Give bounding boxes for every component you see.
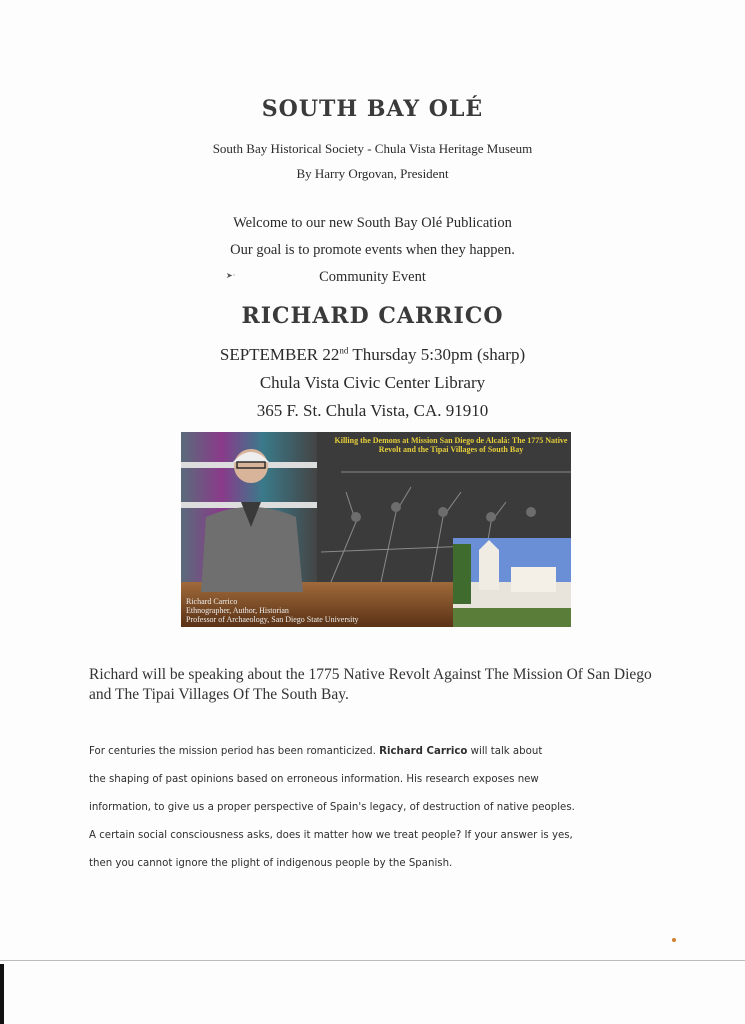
paragraph-line: information, to give us a proper perspective of Spain's legacy, of destruction of native peoples. [89, 802, 575, 813]
event-date-main: SEPTEMBER 22 [219, 345, 340, 364]
event-address: 365 F. St. Chula Vista, CA. 91910 [256, 401, 489, 420]
goal-line: Our goal is to promote events when they happen. [230, 242, 515, 258]
speaker-emphasis: Richard Carrico [379, 746, 468, 757]
event-date-suffix: nd [339, 345, 349, 356]
byline: By Harry Orgovan, President [296, 166, 449, 181]
page-edge-line [0, 960, 745, 961]
caption-role: Ethnographer, Author, Historian [186, 606, 289, 615]
talk-description: Richard will be speaking about the 1775 Native Revolt Against The Mission Of San Diego and The Tipai Villages Of The South Bay. [89, 666, 652, 703]
caption-name: Richard Carrico [186, 597, 238, 606]
event-venue: Chula Vista Civic Center Library [259, 373, 486, 392]
caption-affiliation: Professor of Archaeology, San Diego State University [186, 615, 359, 624]
paragraph-line [89, 742, 669, 770]
body-paragraph [89, 742, 669, 882]
scan-speck: ➤· [226, 271, 236, 280]
publication-title: SOUTH BAY OLÉ [261, 96, 484, 122]
scan-edge [0, 964, 4, 1024]
paragraph-text: will talk about [467, 746, 543, 757]
welcome-line: Welcome to our new South Bay Olé Publication [233, 215, 512, 231]
book-title: Killing the Demons at Mission San Diego de Alcalá: The 1775 Native Revolt and the Tipai Villages of South Bay [334, 436, 568, 454]
organization-line: South Bay Historical Society - Chula Vista Heritage Museum [212, 141, 533, 156]
event-date [0, 345, 745, 365]
paragraph-line: the shaping of past opinions based on erroneous information. His research exposes new [89, 774, 539, 785]
speaker-book-photo [181, 432, 571, 627]
paragraph-line: then you cannot ignore the plight of indigenous people by the Spanish. [89, 858, 453, 869]
event-label: Community Event [319, 269, 426, 285]
paragraph-text: For centuries the mission period has been romanticized. [89, 746, 380, 757]
scan-dot [672, 938, 676, 942]
speaker-name: RICHARD CARRICO [241, 303, 504, 329]
event-date-time: Thursday 5:30pm (sharp) [348, 345, 526, 364]
paragraph-line: A certain social consciousness asks, does it matter how we treat people? If your answer is yes, [89, 830, 573, 841]
photo-caption [186, 597, 359, 624]
